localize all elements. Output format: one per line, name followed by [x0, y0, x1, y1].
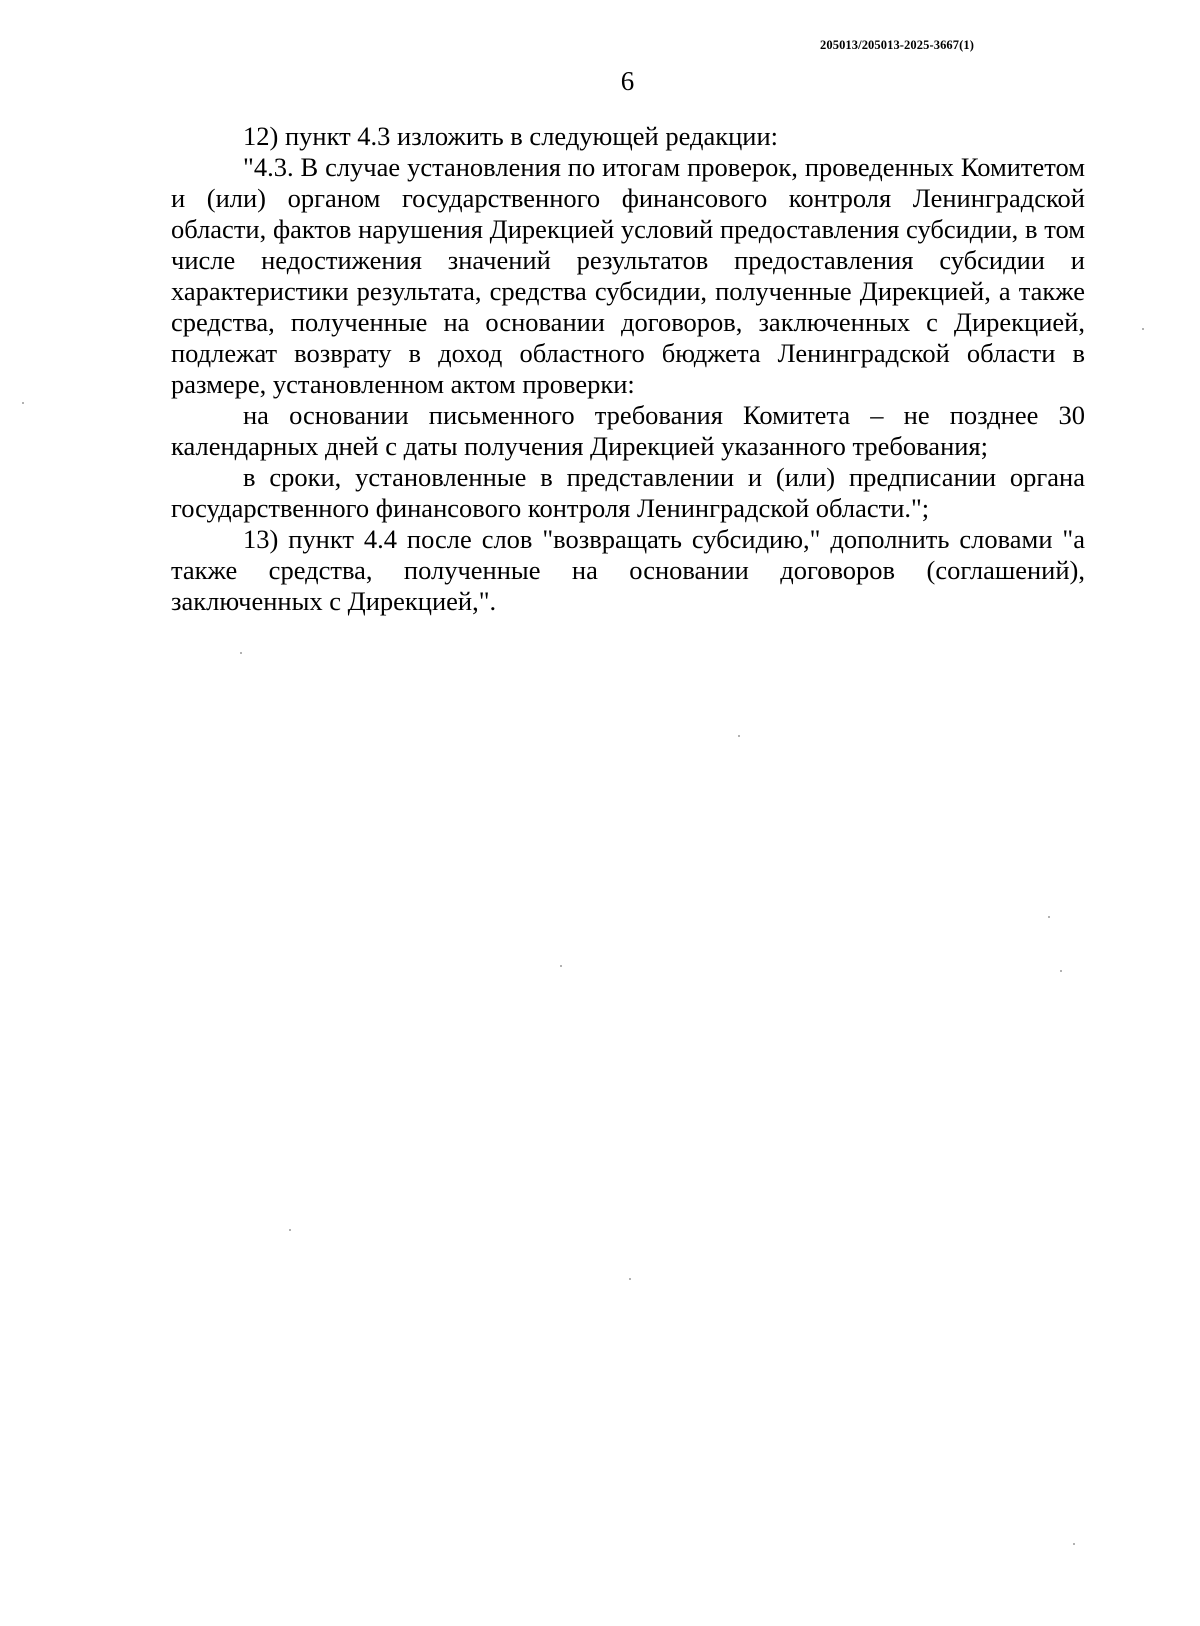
document-id: 205013/205013-2025-3667(1) — [820, 38, 974, 52]
document-body — [171, 121, 1085, 617]
scan-speck — [1142, 328, 1144, 330]
paragraph-control-deadline: в сроки, установленные в представлении и (или) предписании органа государственного финансового контроля Ленинградской области."; — [171, 462, 1085, 523]
paragraph-clause-4-3: "4.3. В случае установления по итогам проверок, проведенных Комитетом и (или) органом государственного финансового контроля Ленинградской области, фактов нарушения Дирекцией условий предоставления субсидии, в том числе недостижения значений результатов предоставления субсидии и характеристики результата, средства субсидии, полученные Дирекцией, а также средства, полученные на основании договоров, заключенных с Дирекцией, подлежат возврату в доход областного бюджета Ленинградской области в размере, установленном актом проверки: — [171, 152, 1085, 399]
scan-speck — [240, 652, 242, 654]
paragraph-written-demand: на основании письменного требования Комитета – не позднее 30 календарных дней с даты получения Дирекцией указанного требования; — [171, 400, 1085, 461]
paragraph-item-12: 12) пункт 4.3 изложить в следующей редакции: — [243, 121, 779, 151]
scan-speck — [22, 402, 24, 404]
scan-speck — [1048, 916, 1050, 918]
scan-speck — [629, 1278, 631, 1280]
scan-speck — [1060, 970, 1062, 972]
scan-speck — [1073, 1543, 1075, 1545]
page-number: 6 — [620, 66, 635, 96]
scan-speck — [289, 1229, 291, 1231]
paragraph-item-13: 13) пункт 4.4 после слов "возвращать субсидию," дополнить словами "а также средства, полученные на основании договоров (соглашений), заключенных с Дирекцией,". — [171, 524, 1085, 616]
scan-speck — [738, 735, 740, 737]
scan-speck — [560, 965, 562, 967]
